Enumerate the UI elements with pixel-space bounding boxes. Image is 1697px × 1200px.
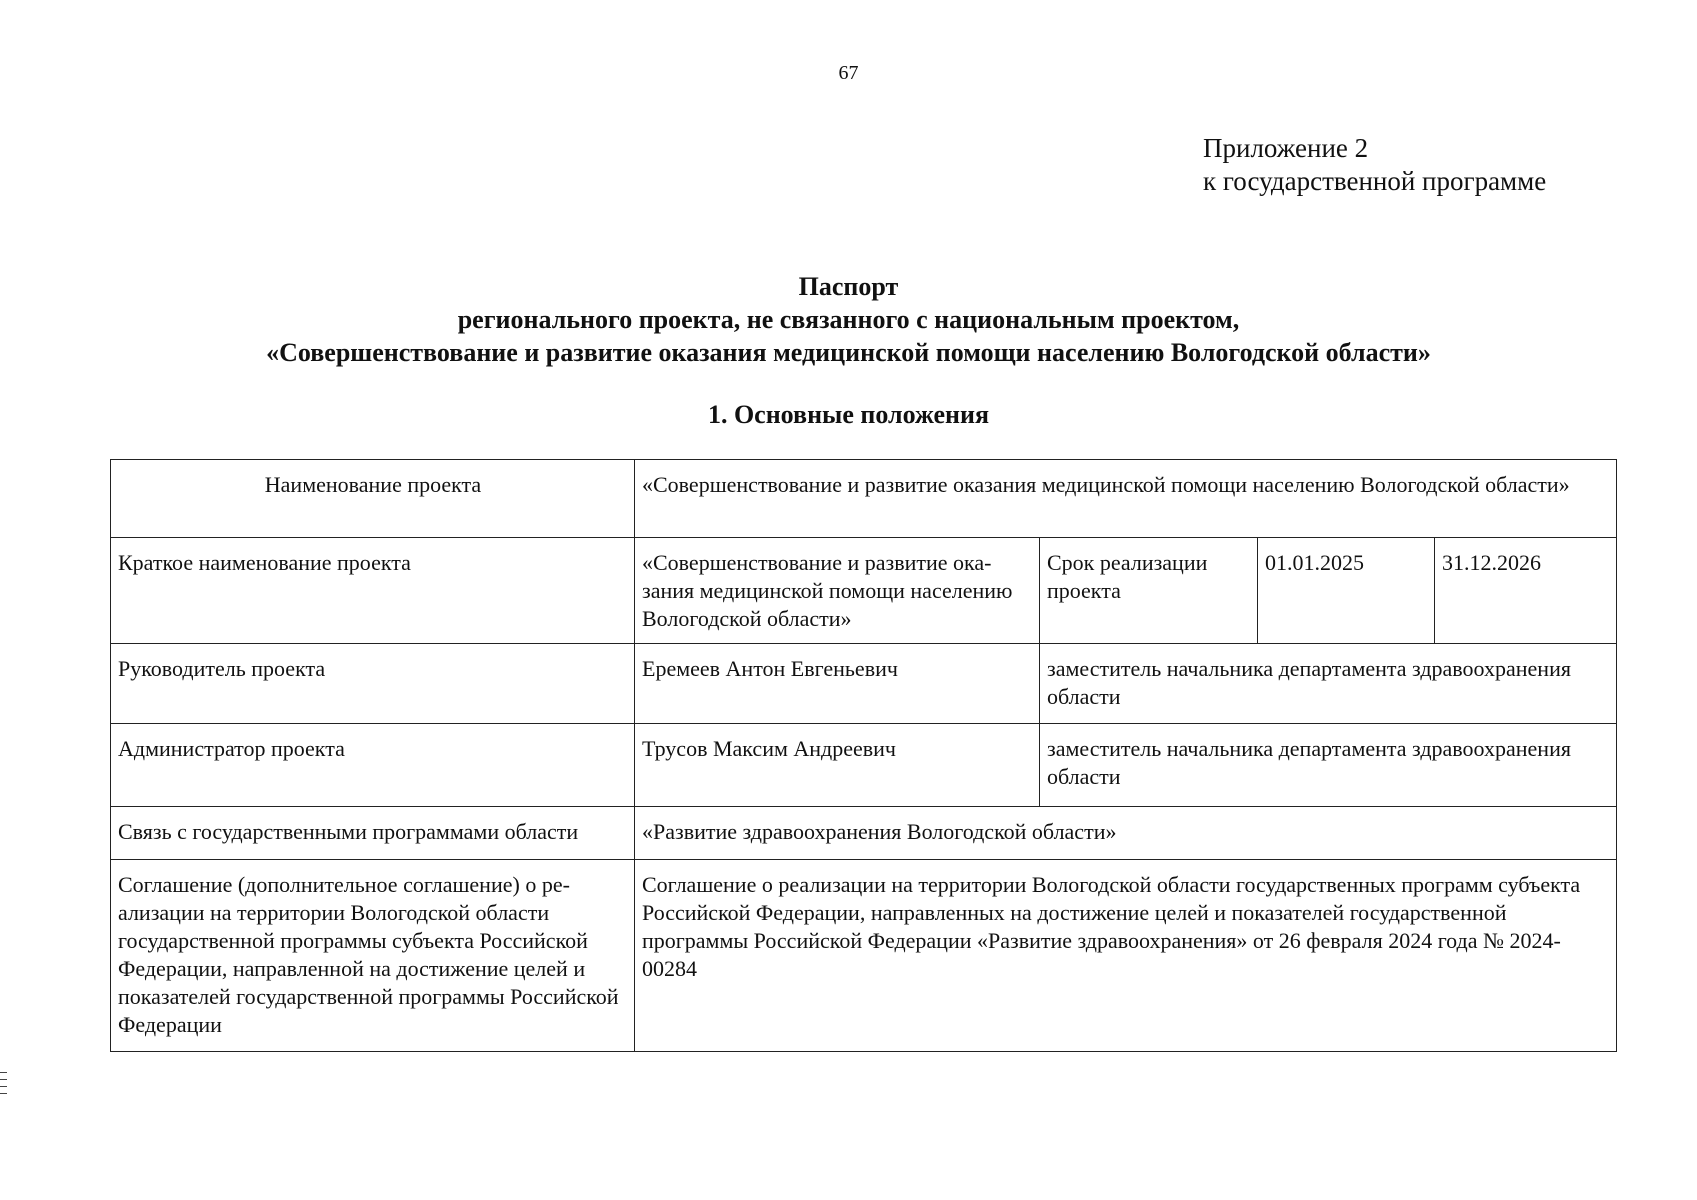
document-title bbox=[0, 270, 1697, 369]
scan-mark bbox=[0, 1093, 7, 1094]
table-row bbox=[111, 460, 1617, 538]
state-programs-value: «Развитие здравоохранения Вологодской области» bbox=[635, 807, 1617, 860]
section-title: 1. Основные положения bbox=[707, 400, 990, 429]
table-row bbox=[111, 538, 1617, 644]
project-admin-name: Трусов Максим Андреевич bbox=[635, 724, 1040, 807]
short-name-label: Краткое наименование проекта bbox=[111, 538, 635, 644]
scan-mark bbox=[0, 1086, 7, 1087]
table-row bbox=[111, 644, 1617, 724]
agreement-label: Соглашение (дополнительное соглашение) о реализации на территории Вологодской области государственной программы субъекта Российской Федерации, направленной на достижение целей и показателей государственной программы Российской Федерации bbox=[111, 860, 635, 1052]
title-line-3: «Совершенствование и развитие оказания медицинской помощи населению Вологодской области» bbox=[266, 338, 1431, 367]
title-line-1: Паспорт bbox=[798, 272, 899, 301]
short-name-value: «Совершенствование и развитие оказания медицинской помощи населению Вологодской области» bbox=[635, 538, 1040, 644]
project-head-position: заместитель начальника департамента здравоохранения области bbox=[1040, 644, 1617, 724]
project-head-name: Еремеев Антон Евгеньевич bbox=[635, 644, 1040, 724]
appendix-heading bbox=[1203, 132, 1546, 198]
agreement-value: Соглашение о реализации на территории Вологодской области государственных программ субъекта Российской Федерации, направленных на достижение целей и показателей государственной программы Российской Федерации «Развитие здравоохранения» от 26 февраля 2024 года № 2024-00284 bbox=[635, 860, 1617, 1052]
end-date: 31.12.2026 bbox=[1435, 538, 1617, 644]
scan-mark bbox=[0, 1079, 7, 1080]
project-name-value: «Совершенствование и развитие оказания медицинской помощи населению Вологодской области» bbox=[635, 460, 1617, 538]
table-row bbox=[111, 724, 1617, 807]
table-row bbox=[111, 860, 1617, 1052]
title-line-2: регионального проекта, не связанного с национальным проектом, bbox=[457, 305, 1240, 334]
margin-scan-marks bbox=[0, 1072, 8, 1100]
passport-table bbox=[110, 459, 1617, 1052]
state-programs-label: Связь с государственными программами области bbox=[111, 807, 635, 860]
appendix-line-2: к государственной программе bbox=[1203, 166, 1547, 196]
scan-mark bbox=[0, 1072, 7, 1073]
page-number: 67 bbox=[838, 62, 859, 84]
table-row bbox=[111, 807, 1617, 860]
project-head-label: Руководитель проекта bbox=[111, 644, 635, 724]
term-label: Срок реализации проекта bbox=[1040, 538, 1258, 644]
appendix-line-1: Приложение 2 bbox=[1203, 133, 1369, 163]
project-admin-label: Администратор проекта bbox=[111, 724, 635, 807]
project-name-label: Наименование проекта bbox=[111, 460, 635, 538]
project-admin-position: заместитель начальника департамента здравоохранения области bbox=[1040, 724, 1617, 807]
start-date: 01.01.2025 bbox=[1258, 538, 1435, 644]
